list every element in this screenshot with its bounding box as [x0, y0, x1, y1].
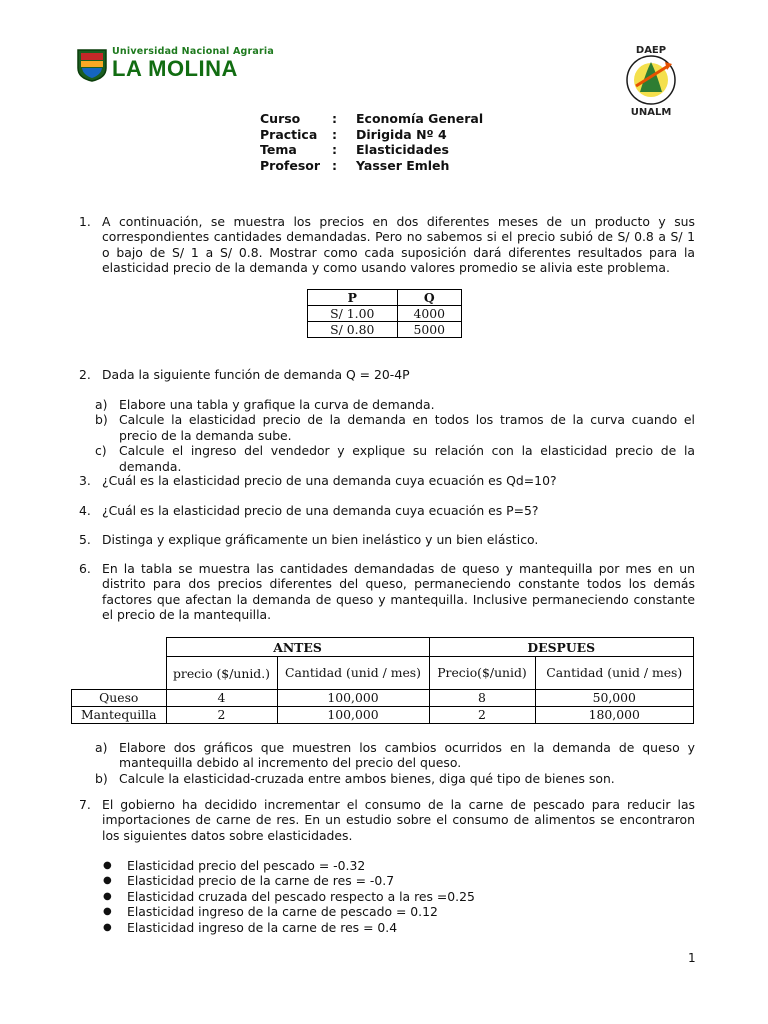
subitem-text: Calcule la elasticidad precio de la demanda en todos los tramos de la curva cuando el precio de la demanda sube.	[119, 412, 695, 443]
table-header: Q	[397, 290, 461, 306]
list-item	[95, 443, 695, 474]
table-group-header: DESPUES	[429, 638, 694, 657]
table-row	[72, 707, 694, 724]
question-5	[79, 532, 695, 547]
table-cell: 4	[166, 690, 277, 707]
subitem-label: a)	[95, 740, 108, 755]
price-quantity-table	[307, 289, 462, 338]
subitem-text: Elabore dos gráficos que muestren los cambios ocurridos en la demanda de queso y mantequilla debido al incremento del precio del queso.	[119, 740, 695, 771]
question-number: 6.	[79, 561, 91, 576]
table-header: P	[308, 290, 398, 306]
info-sep: :	[332, 111, 337, 126]
question-number: 7.	[79, 797, 91, 812]
daep-logo-bottom-text: UNALM	[630, 107, 672, 118]
table-group-header: ANTES	[166, 638, 429, 657]
list-item	[95, 397, 695, 412]
university-name-big: LA MOLINA	[112, 56, 238, 81]
list-item	[103, 920, 603, 935]
list-item	[95, 412, 695, 443]
university-name-small: Universidad Nacional Agraria	[112, 46, 274, 57]
list-item	[103, 904, 603, 919]
question-text: A continuación, se muestra los precios en dos diferentes meses de un producto y sus correspondientes cantidades demandadas. Pero no sabemos si el precio subió de S/ 0.8 a S/ 1 o bajo de S/ 1 a S/ 0.8. Mostrar como cada suposición dará diferentes resultados para la elasticidad precio de la demanda y como usando valores promedio se alivia este problema.	[102, 214, 695, 276]
table-header-row	[308, 290, 462, 306]
table-cell: Mantequilla	[72, 707, 167, 724]
daep-logo-top-text: DAEP	[635, 45, 667, 56]
course-info-row	[260, 127, 483, 143]
course-info-row	[260, 111, 483, 127]
table-cell: 5000	[397, 322, 461, 338]
info-value: Dirigida Nº 4	[356, 126, 447, 142]
course-info	[260, 111, 483, 173]
question-text: En la tabla se muestra las cantidades demandadas de queso y mantequilla por mes en un distrito para dos precios diferentes del queso, permaneciendo constante todos los demás factores que afectan la demanda de queso y mantequilla. Inclusive permaneciendo constante el precio de la mantequilla.	[102, 561, 695, 623]
question-2	[79, 367, 695, 382]
table-cell: 180,000	[535, 707, 694, 724]
table-empty-cell	[72, 657, 167, 690]
table-row	[72, 690, 694, 707]
table-header: Precio($/unid)	[429, 657, 535, 690]
info-value: Economía General	[356, 111, 484, 126]
subitem-text: Calcule el ingreso del vendedor y explique su relación con la elasticidad precio de la demanda.	[119, 443, 695, 474]
info-key: Practica	[260, 126, 318, 142]
course-info-row	[260, 142, 483, 158]
info-sep: :	[332, 142, 337, 157]
question-number: 1.	[79, 214, 91, 229]
question-text: ¿Cuál es la elasticidad precio de una demanda cuya ecuación es P=5?	[102, 503, 539, 518]
subitem-label: c)	[95, 443, 107, 459]
info-sep: :	[332, 126, 337, 142]
bullet-icon: ●	[103, 906, 112, 918]
bullet-icon: ●	[103, 860, 112, 871]
table-header: Cantidad (unid / mes)	[535, 657, 694, 690]
page-number: 1	[688, 951, 696, 965]
question-1	[79, 214, 695, 276]
table-cell: S/ 0.80	[308, 322, 398, 338]
question-3	[79, 473, 695, 488]
question-text: El gobierno ha decidido incrementar el consumo de la carne de pescado para reducir las importaciones de carne de res. En un estudio sobre el consumo de alimentos se encontraron los siguientes datos sobre elasticidades.	[102, 797, 695, 843]
question-text: Distinga y explique gráficamente un bien inelástico y un bien elástico.	[102, 532, 539, 547]
table-cell: 100,000	[277, 707, 429, 724]
cheese-butter-table	[71, 637, 694, 724]
info-sep: :	[332, 157, 337, 173]
daep-logo-icon	[610, 42, 692, 118]
table-cell: 8	[429, 690, 535, 707]
question-2-subitems	[95, 397, 695, 474]
question-text: ¿Cuál es la elasticidad precio de una demanda cuya ecuación es Qd=10?	[102, 473, 557, 488]
list-item	[103, 873, 603, 888]
list-item	[103, 858, 603, 873]
table-group-header-row	[72, 638, 694, 657]
table-cell: S/ 1.00	[308, 306, 398, 322]
question-7	[79, 797, 695, 843]
subitem-label: b)	[95, 770, 108, 786]
question-number: 5.	[79, 532, 91, 547]
bullet-text: Elasticidad precio de la carne de res = -0.7	[127, 873, 395, 889]
subitem-text: Calcule la elasticidad-cruzada entre ambos bienes, diga qué tipo de bienes son.	[119, 770, 615, 786]
bullet-icon: ●	[103, 890, 112, 902]
university-shield-icon	[76, 48, 108, 82]
info-key: Profesor	[260, 157, 321, 173]
info-value: Elasticidades	[356, 142, 449, 157]
table-cell: Queso	[72, 690, 167, 707]
subitem-label: a)	[95, 397, 108, 412]
question-6	[79, 561, 695, 623]
list-item	[95, 740, 695, 771]
question-number: 4.	[79, 503, 91, 518]
table-empty-cell	[72, 638, 167, 657]
info-key: Tema	[260, 142, 297, 157]
question-text: Dada la siguiente función de demanda Q = 20-4P	[102, 367, 410, 382]
question-6-subitems	[95, 740, 695, 786]
subitem-text: Elabore una tabla y grafique la curva de demanda.	[119, 397, 435, 412]
subitem-label: b)	[95, 412, 108, 428]
table-cell: 4000	[397, 306, 461, 322]
question-number: 2.	[79, 367, 91, 382]
table-row	[308, 322, 462, 338]
bullet-icon: ●	[103, 921, 112, 933]
bullet-text: Elasticidad ingreso de la carne de pescado = 0.12	[127, 904, 438, 920]
table-row	[308, 306, 462, 322]
table-header: precio ($/unid.)	[166, 657, 277, 690]
course-info-row	[260, 158, 483, 174]
table-cell: 2	[429, 707, 535, 724]
table-cell: 50,000	[535, 690, 694, 707]
table-header-row	[72, 657, 694, 690]
bullet-text: Elasticidad cruzada del pescado respecto a la res =0.25	[127, 888, 475, 904]
info-value: Yasser Emleh	[356, 157, 450, 173]
question-4	[79, 503, 695, 518]
bullet-text: Elasticidad ingreso de la carne de res = 0.4	[127, 919, 398, 935]
info-key: Curso	[260, 111, 301, 126]
table-cell: 2	[166, 707, 277, 724]
bullet-text: Elasticidad precio del pescado = -0.32	[127, 858, 366, 873]
table-cell: 100,000	[277, 690, 429, 707]
list-item	[95, 771, 695, 786]
table-header: Cantidad (unid / mes)	[277, 657, 429, 690]
university-logo	[76, 46, 274, 86]
elasticity-bullet-list	[103, 858, 603, 935]
question-number: 3.	[79, 473, 91, 488]
bullet-icon: ●	[103, 875, 112, 887]
list-item	[103, 889, 603, 904]
